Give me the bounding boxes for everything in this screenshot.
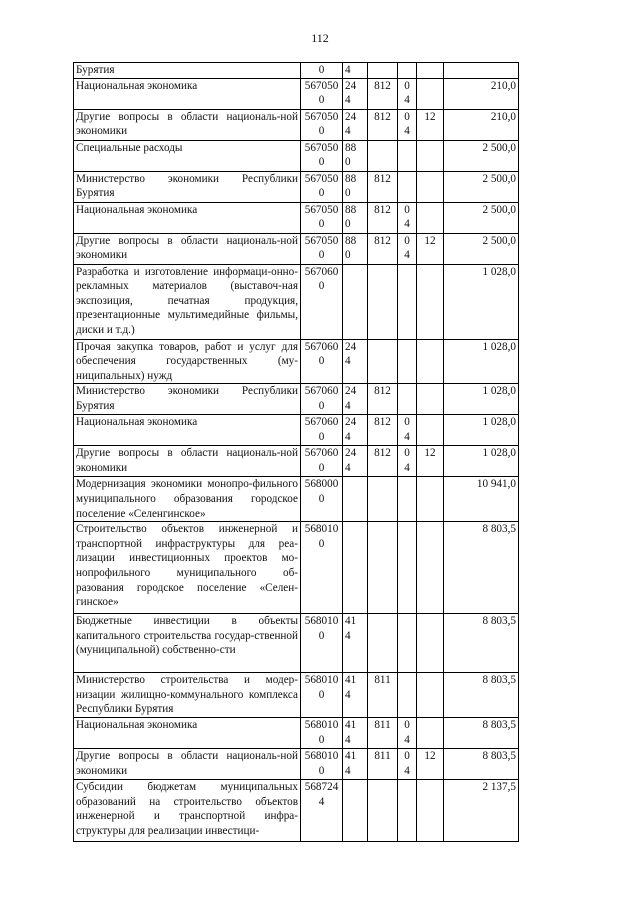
cell-administrator: 811 bbox=[368, 748, 398, 779]
cell-administrator: 812 bbox=[368, 171, 398, 202]
cell-administrator: 812 bbox=[368, 78, 398, 109]
table-row bbox=[74, 233, 519, 264]
cell-section bbox=[398, 779, 417, 841]
table-row bbox=[74, 63, 519, 79]
cell-target-article: 567050 0 bbox=[301, 140, 343, 171]
cell-amount: 1 028,0 bbox=[444, 264, 519, 339]
table-row bbox=[74, 673, 519, 718]
cell-amount: 2 500,0 bbox=[444, 140, 519, 171]
cell-section: 0 4 bbox=[398, 202, 417, 233]
cell-name: Национальная экономика bbox=[74, 415, 301, 446]
cell-subsection bbox=[417, 477, 444, 522]
cell-expense-type: 41 4 bbox=[343, 673, 368, 718]
cell-expense-type bbox=[343, 264, 368, 339]
cell-administrator: 812 bbox=[368, 446, 398, 477]
cell-section: 0 4 bbox=[398, 78, 417, 109]
cell-section: 0 4 bbox=[398, 109, 417, 140]
cell-subsection: 12 bbox=[417, 446, 444, 477]
cell-subsection: 12 bbox=[417, 233, 444, 264]
cell-administrator bbox=[368, 779, 398, 841]
table-row bbox=[74, 339, 519, 384]
cell-name: Национальная экономика bbox=[74, 78, 301, 109]
table-row bbox=[74, 446, 519, 477]
cell-administrator bbox=[368, 522, 398, 614]
cell-expense-type: 41 4 bbox=[343, 614, 368, 673]
cell-expense-type: 24 4 bbox=[343, 339, 368, 384]
cell-target-article: 568010 0 bbox=[301, 673, 343, 718]
cell-amount: 2 500,0 bbox=[444, 202, 519, 233]
cell-target-article: 567050 0 bbox=[301, 171, 343, 202]
cell-name: Другие вопросы в области националь-ной экономики bbox=[74, 446, 301, 477]
cell-section: 0 4 bbox=[398, 717, 417, 748]
budget-table bbox=[73, 62, 519, 842]
cell-section bbox=[398, 614, 417, 673]
cell-subsection bbox=[417, 63, 444, 79]
cell-amount: 1 028,0 bbox=[444, 384, 519, 415]
cell-amount: 2 137,5 bbox=[444, 779, 519, 841]
table-row bbox=[74, 140, 519, 171]
cell-expense-type: 88 0 bbox=[343, 171, 368, 202]
cell-administrator bbox=[368, 614, 398, 673]
cell-name: Министерство строительства и модер-низации жилищно-коммунального комплекса Республики Бурятия bbox=[74, 673, 301, 718]
cell-subsection bbox=[417, 140, 444, 171]
cell-section: 0 4 bbox=[398, 446, 417, 477]
cell-expense-type: 88 0 bbox=[343, 233, 368, 264]
cell-subsection bbox=[417, 614, 444, 673]
cell-subsection bbox=[417, 522, 444, 614]
cell-name: Прочая закупка товаров, работ и услуг для обеспечения государственных (му-ниципальных) нужд bbox=[74, 339, 301, 384]
cell-subsection: 12 bbox=[417, 109, 444, 140]
cell-target-article: 568010 0 bbox=[301, 748, 343, 779]
table-row bbox=[74, 171, 519, 202]
cell-target-article: 568010 0 bbox=[301, 717, 343, 748]
table-row bbox=[74, 717, 519, 748]
cell-name: Другие вопросы в области националь-ной экономики bbox=[74, 748, 301, 779]
cell-section bbox=[398, 673, 417, 718]
cell-amount: 1 028,0 bbox=[444, 339, 519, 384]
cell-amount: 8 803,5 bbox=[444, 717, 519, 748]
cell-target-article: 568724 4 bbox=[301, 779, 343, 841]
cell-section bbox=[398, 140, 417, 171]
table-row bbox=[74, 202, 519, 233]
cell-subsection bbox=[417, 717, 444, 748]
page-number: 112 bbox=[311, 31, 329, 45]
cell-administrator bbox=[368, 63, 398, 79]
cell-subsection bbox=[417, 415, 444, 446]
table-row bbox=[74, 78, 519, 109]
cell-amount: 8 803,5 bbox=[444, 673, 519, 718]
cell-target-article: 568000 0 bbox=[301, 477, 343, 522]
cell-expense-type bbox=[343, 522, 368, 614]
cell-administrator: 812 bbox=[368, 109, 398, 140]
cell-target-article: 567060 0 bbox=[301, 415, 343, 446]
cell-section: 0 4 bbox=[398, 748, 417, 779]
cell-amount: 1 028,0 bbox=[444, 415, 519, 446]
cell-target-article: 567060 0 bbox=[301, 264, 343, 339]
table-row bbox=[74, 779, 519, 841]
cell-target-article: 567050 0 bbox=[301, 233, 343, 264]
table-row bbox=[74, 384, 519, 415]
cell-section bbox=[398, 264, 417, 339]
cell-target-article: 567050 0 bbox=[301, 78, 343, 109]
cell-amount: 2 500,0 bbox=[444, 171, 519, 202]
cell-subsection bbox=[417, 339, 444, 384]
cell-amount: 210,0 bbox=[444, 78, 519, 109]
table-row bbox=[74, 748, 519, 779]
cell-target-article: 0 bbox=[301, 63, 343, 79]
cell-administrator bbox=[368, 140, 398, 171]
cell-subsection bbox=[417, 264, 444, 339]
cell-administrator: 812 bbox=[368, 202, 398, 233]
cell-name: Национальная экономика bbox=[74, 717, 301, 748]
cell-name: Строительство объектов инженерной и транспортной инфраструктуры для реа-лизации инвестиционных проектов мо-нопрофильного муниципального об-разования городское поселение «Селен-гинское» bbox=[74, 522, 301, 614]
cell-expense-type: 41 4 bbox=[343, 748, 368, 779]
cell-target-article: 567050 0 bbox=[301, 202, 343, 233]
cell-expense-type: 4 bbox=[343, 63, 368, 79]
cell-name: Другие вопросы в области националь-ной экономики bbox=[74, 109, 301, 140]
cell-name: Министерство экономики Республики Бурятия bbox=[74, 171, 301, 202]
table-row bbox=[74, 264, 519, 339]
cell-expense-type: 88 0 bbox=[343, 140, 368, 171]
cell-subsection: 12 bbox=[417, 748, 444, 779]
cell-amount: 8 803,5 bbox=[444, 522, 519, 614]
cell-name: Бюджетные инвестиции в объекты капитального строительства государ-ственной (муниципальной) собственно-сти bbox=[74, 614, 301, 673]
cell-section: 0 4 bbox=[398, 233, 417, 264]
cell-name: Субсидии бюджетам муниципальных образований на строительство объектов инженерной и транспортной инфра-структуры для реализации инвестици- bbox=[74, 779, 301, 841]
cell-expense-type: 24 4 bbox=[343, 384, 368, 415]
cell-subsection bbox=[417, 202, 444, 233]
table-row bbox=[74, 522, 519, 614]
cell-section bbox=[398, 522, 417, 614]
table-row bbox=[74, 614, 519, 673]
cell-expense-type: 24 4 bbox=[343, 446, 368, 477]
cell-name: Министерство экономики Республики Бурятия bbox=[74, 384, 301, 415]
cell-section bbox=[398, 63, 417, 79]
cell-target-article: 567060 0 bbox=[301, 339, 343, 384]
cell-amount: 210,0 bbox=[444, 109, 519, 140]
cell-name: Национальная экономика bbox=[74, 202, 301, 233]
cell-subsection bbox=[417, 171, 444, 202]
cell-subsection bbox=[417, 673, 444, 718]
cell-name: Специальные расходы bbox=[74, 140, 301, 171]
cell-administrator: 812 bbox=[368, 384, 398, 415]
cell-administrator: 811 bbox=[368, 717, 398, 748]
cell-target-article: 567060 0 bbox=[301, 446, 343, 477]
cell-name: Разработка и изготовление информаци-онно-рекламных материалов (выставоч-ная экспозиция, печатная продукция, презентационные мультимедийные фильмы, диски и т.д.) bbox=[74, 264, 301, 339]
cell-section: 0 4 bbox=[398, 415, 417, 446]
cell-expense-type bbox=[343, 477, 368, 522]
cell-target-article: 568010 0 bbox=[301, 522, 343, 614]
cell-amount: 10 941,0 bbox=[444, 477, 519, 522]
cell-expense-type bbox=[343, 779, 368, 841]
cell-administrator bbox=[368, 477, 398, 522]
cell-administrator bbox=[368, 339, 398, 384]
cell-name: Модернизация экономики монопро-фильного муниципального образования городское поселение «Селенгинское» bbox=[74, 477, 301, 522]
cell-target-article: 568010 0 bbox=[301, 614, 343, 673]
cell-expense-type: 24 4 bbox=[343, 109, 368, 140]
cell-subsection bbox=[417, 779, 444, 841]
cell-target-article: 567060 0 bbox=[301, 384, 343, 415]
table-row bbox=[74, 477, 519, 522]
cell-administrator: 811 bbox=[368, 673, 398, 718]
cell-target-article: 567050 0 bbox=[301, 109, 343, 140]
cell-administrator bbox=[368, 264, 398, 339]
cell-section bbox=[398, 171, 417, 202]
cell-amount: 1 028,0 bbox=[444, 446, 519, 477]
cell-administrator: 812 bbox=[368, 415, 398, 446]
table-row bbox=[74, 415, 519, 446]
cell-expense-type: 24 4 bbox=[343, 78, 368, 109]
cell-subsection bbox=[417, 78, 444, 109]
cell-amount: 2 500,0 bbox=[444, 233, 519, 264]
cell-amount bbox=[444, 63, 519, 79]
cell-name: Бурятия bbox=[74, 63, 301, 79]
cell-section bbox=[398, 384, 417, 415]
cell-name: Другие вопросы в области националь-ной экономики bbox=[74, 233, 301, 264]
cell-amount: 8 803,5 bbox=[444, 748, 519, 779]
cell-section bbox=[398, 339, 417, 384]
cell-amount: 8 803,5 bbox=[444, 614, 519, 673]
table-body bbox=[74, 63, 519, 842]
cell-expense-type: 24 4 bbox=[343, 415, 368, 446]
cell-section bbox=[398, 477, 417, 522]
cell-expense-type: 41 4 bbox=[343, 717, 368, 748]
table-row bbox=[74, 109, 519, 140]
cell-subsection bbox=[417, 384, 444, 415]
cell-administrator: 812 bbox=[368, 233, 398, 264]
cell-expense-type: 88 0 bbox=[343, 202, 368, 233]
